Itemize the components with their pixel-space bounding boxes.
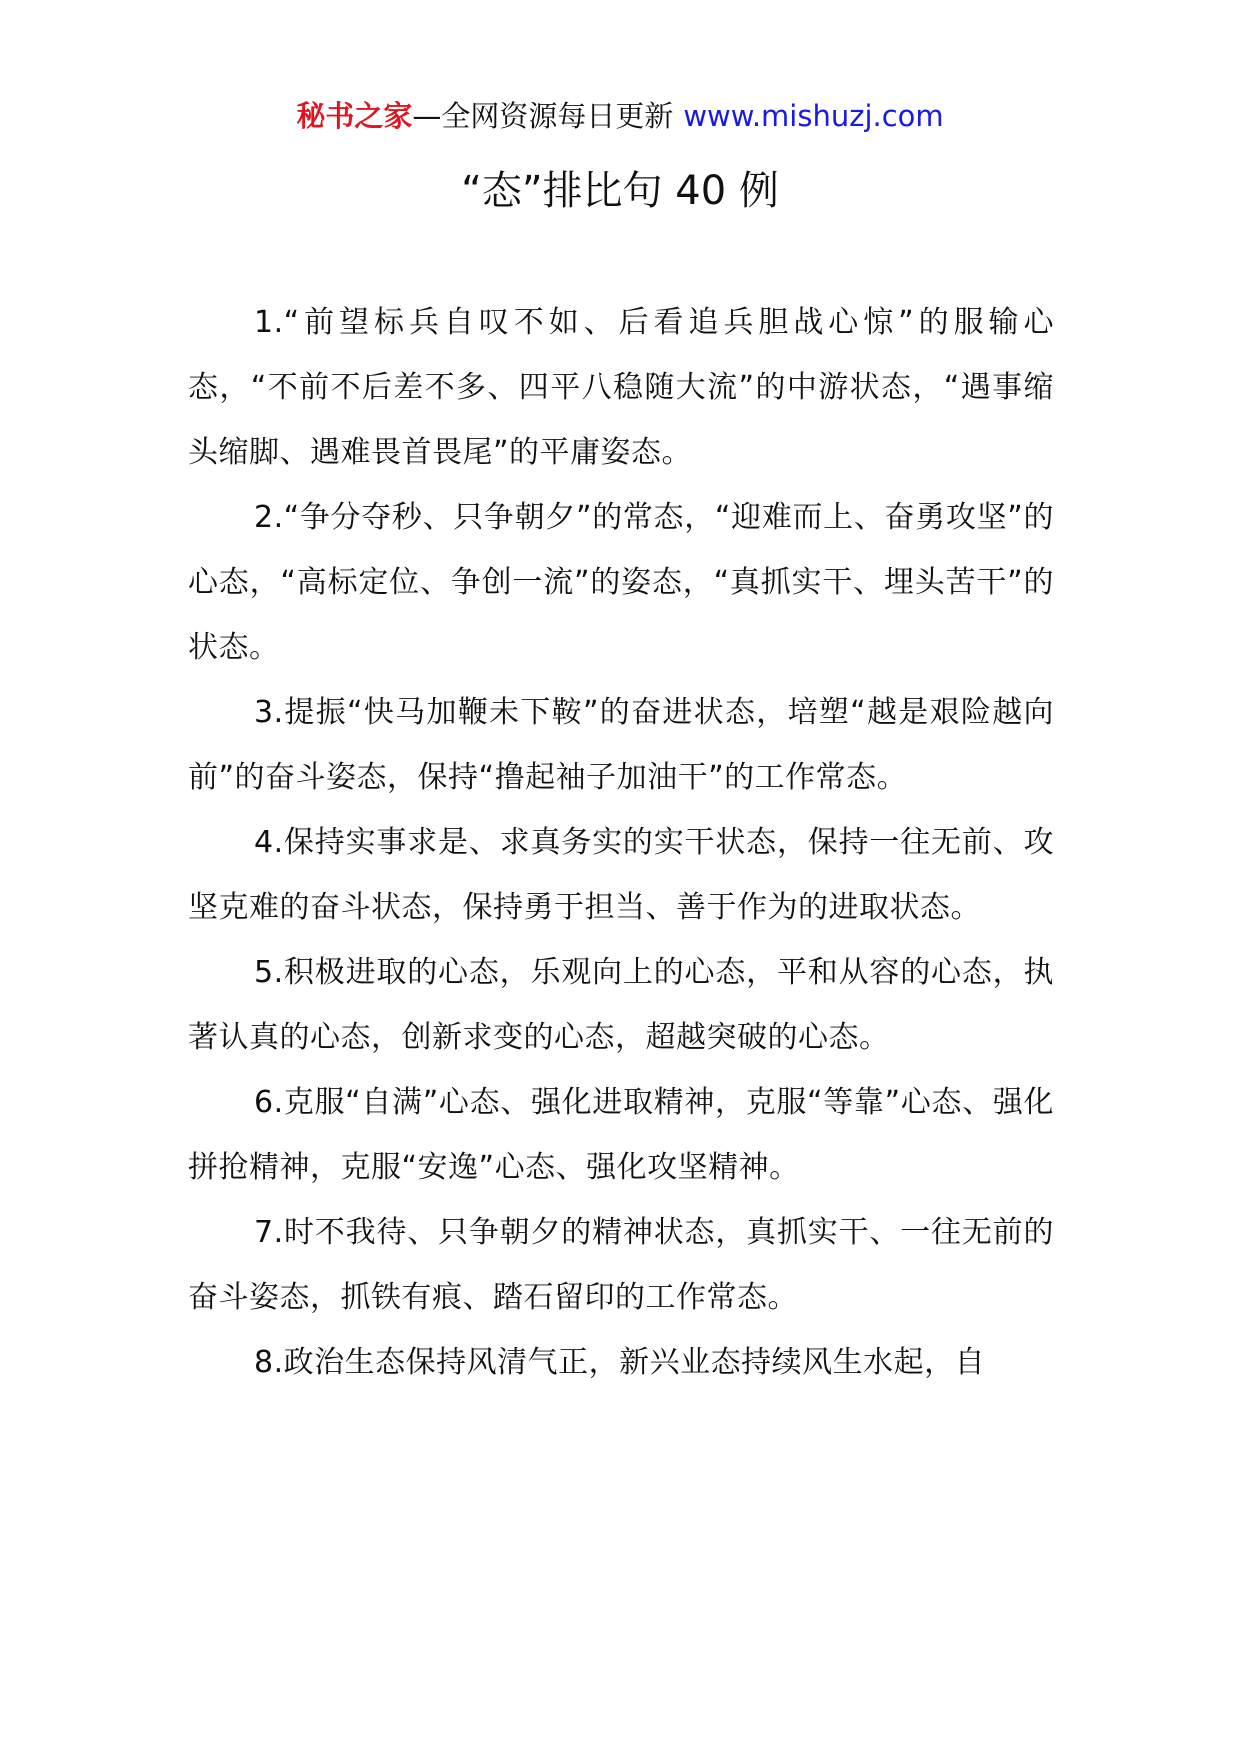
site-header: [0, 96, 1240, 136]
paragraph-1: 1.“前望标兵自叹不如、后看追兵胆战心惊”的服输心态，“不前不后差不多、四平八稳随大流”的中游状态，“遇事缩头缩脚、遇难畏首畏尾”的平庸姿态。: [188, 305, 1054, 470]
paragraph-7: 7.时不我待、只争朝夕的精神状态，真抓实干、一往无前的奋斗姿态，抓铁有痕、踏石留印的工作常态。: [188, 1215, 1054, 1315]
paragraph-4: 4.保持实事求是、求真务实的实干状态，保持一往无前、攻坚克难的奋斗状态，保持勇于担当、善于作为的进取状态。: [188, 825, 1054, 925]
document-title: “态”排比句 40 例: [461, 168, 779, 214]
paragraph-8: 8.政治生态保持风清气正，新兴业态持续风生水起，自: [254, 1345, 986, 1380]
paragraph-6: 6.克服“自满”心态、强化进取精神，克服“等靠”心态、强化拼抢精神，克服“安逸”心态、强化攻坚精神。: [188, 1085, 1054, 1185]
site-url-link[interactable]: www.mishuzj.com: [683, 99, 944, 133]
document-body: [188, 290, 1054, 1395]
paragraph-3: 3.提振“快马加鞭未下鞍”的奋进状态，培塑“越是艰险越向前”的奋斗姿态，保持“撸起袖子加油干”的工作常态。: [188, 695, 1054, 795]
paragraph-2: 2.“争分夺秒、只争朝夕”的常态，“迎难而上、奋勇攻坚”的心态，“高标定位、争创一流”的姿态，“真抓实干、埋头苦干”的状态。: [188, 500, 1054, 665]
site-tagline: —全网资源每日更新: [412, 99, 674, 133]
site-name: 秘书之家: [296, 99, 413, 133]
paragraph-5: 5.积极进取的心态，乐观向上的心态，平和从容的心态，执著认真的心态，创新求变的心态，超越突破的心态。: [188, 955, 1054, 1055]
